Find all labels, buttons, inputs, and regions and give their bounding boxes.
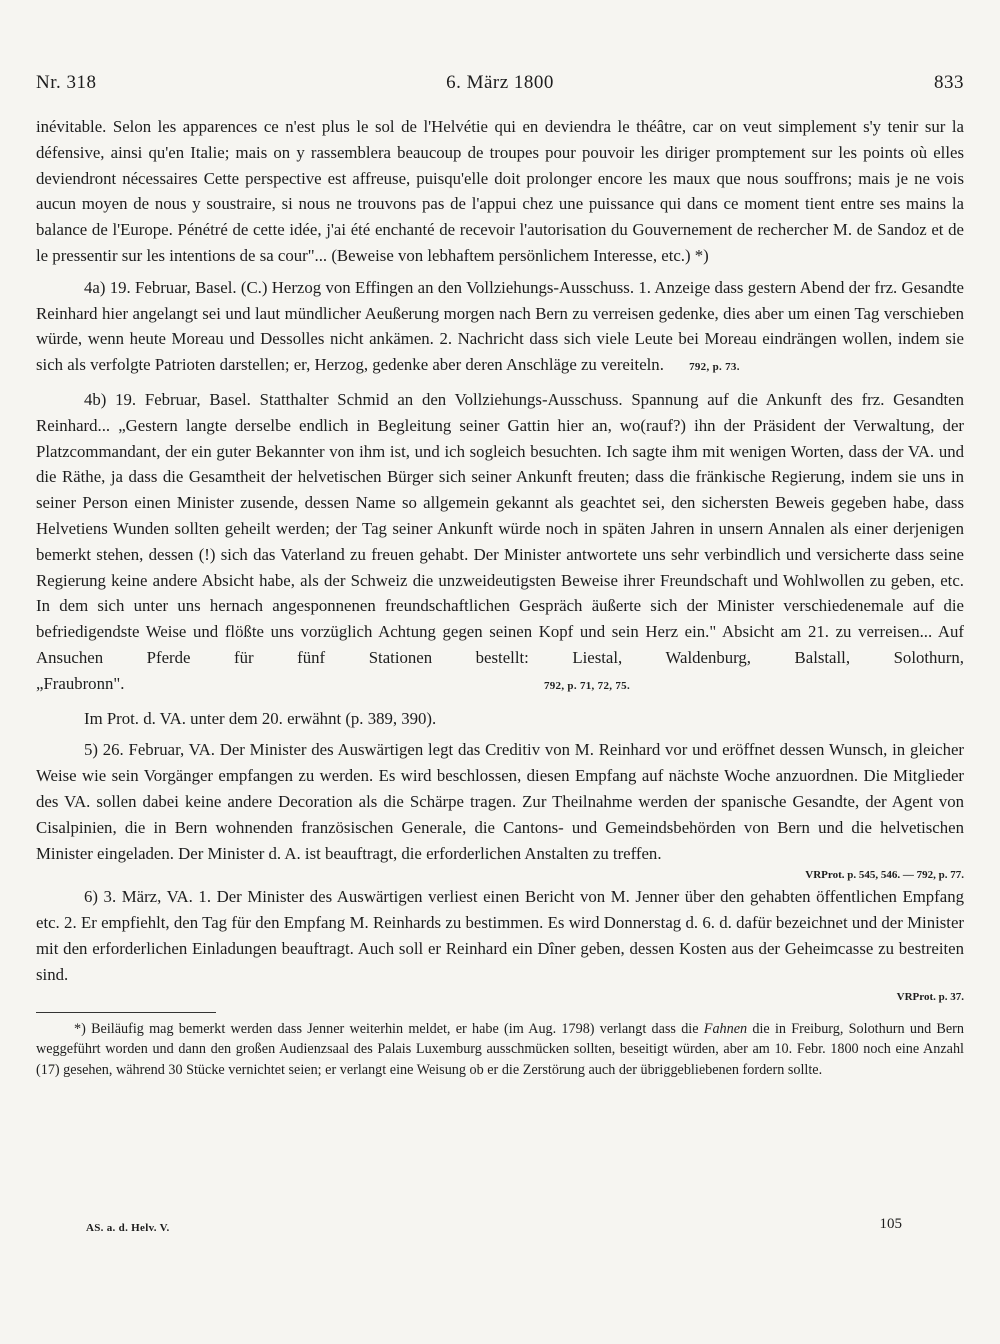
entry-4a [36, 275, 964, 381]
source-reference: VRProt. p. 545, 546. — 792, p. 77. [805, 869, 964, 882]
document-number: Nr. 318 [36, 72, 97, 93]
page-header [36, 72, 964, 96]
footnote-text-cont: die in Freiburg, Solothurn und Bern weggeführt worden und dann den großen Audienzsaal des Palais Luxemburg ausschmücken sollten, beseitigt würden, aber am 10. Febr. 1800 noch eine Anzahl (17) gesehen, während 30 Stücke vernichtet seien; er verlangt eine Weisung ob er die Zerstörung auch der übriggebliebenen fordern sollte. [36, 1020, 964, 1078]
entry-text: 5) 26. Februar, VA. Der Minister des Auswärtigen legt das Creditiv von M. Reinhard vor und eröffnet dessen Wunsch, in gleicher Weise wie sein Vorgänger empfangen zu werden. Es wird beschlossen, diesen Empfang auf nächste Woche anzuordnen. Die Mitglieder des VA. sollen dabei keine andere Decoration als die Schärpe tragen. Zur Theilnahme werden der spanische Gesandte, der Agent von Cisalpinien, die in Bern wohnenden französischen Generale, die Cantons- und Gemeindsbehörden von Bern und die helvetischen Minister eingeladen. Der Minister d. A. ist beauftragt, die erforderlichen Anstalten zu treffen. [36, 740, 964, 863]
sheet-number: 105 [879, 1216, 902, 1232]
footnote [36, 1019, 964, 1081]
paragraph-text: inévitable. Selon les apparences ce n'est plus le sol de l'Helvétie qui en deviendra le théâtre, car on veut simplement s'y tenir sur la défensive, ainsi qu'en Italie; mais on y rassemblera beaucoup de troupes pour pouvoir les diriger promptement sur les points où elles deviendront nécessaires Cette perspective est affreuse, puisqu'elle doit prolonger encore les maux que nous souffrons; mais je ne vois aucun moyen de nous y soustraire, si nous ne trouvons pas de l'appui chez une puissance qui dans ce moment tient entre ses mains la balance de l'Europe. Pénétré de cette idée, j'ai été enchanté de recevoir l'autorisation du Gouvernement de rechercher M. de Sandoz et de le pressentir sur les intentions de sa cour"... (Beweise von lebhaftem persönlichem Interesse, etc.) *) [36, 117, 964, 265]
series-signature: AS. a. d. Helv. V. [86, 1222, 170, 1234]
source-reference: 792, p. 71, 72, 75. [543, 679, 631, 692]
entry-4b [36, 387, 964, 700]
entry-5 [36, 737, 964, 866]
page-body [36, 114, 964, 1086]
paragraph-continuation [36, 114, 964, 269]
footnote-divider [36, 1012, 216, 1013]
source-reference: VRProt. p. 37. [896, 990, 964, 1003]
protocol-note [36, 706, 964, 732]
note-text: Im Prot. d. VA. unter dem 20. erwähnt (p. 389, 390). [84, 708, 437, 728]
footnote-text: Beiläufig mag bemerkt werden dass Jenner weiterhin meldet, er habe (im Aug. 1798) verlangt dass die [85, 1020, 704, 1037]
header-date: 6. März 1800 [446, 72, 554, 93]
entry-text: 4a) 19. Februar, Basel. (C.) Herzog von Effingen an den Vollziehungs-Ausschuss. 1. Anzeige dass gestern Abend der frz. Gesandte Reinhard hier angelangt sei und laut mündlicher Aeußerung morgen nach Bern zu verreisen gedenke, dies aber um einen Tag verschieben würde, wenn heute Moreau und Dessolles nicht ankämen. 2. Nachricht dass sich viele Leute bei Moreau eindrängen wollen, indem sie sich als verfolgte Patrioten darstellen; er, Herzog, gedenke aber deren Anschläge zu vereiteln. [36, 277, 964, 375]
page-number: 833 [934, 72, 964, 93]
page-footer [36, 1216, 964, 1238]
source-reference: 792, p. 73. [689, 361, 740, 374]
entry-text: 6) 3. März, VA. 1. Der Minister des Auswärtigen verliest einen Bericht von M. Jenner über den gehabten öffentlichen Empfang etc. 2. Er empfiehlt, den Tag für den Empfang M. Reinhards zu bestimmen. Es wird Donnerstag d. 6. d. dafür bezeichnet und der Minister mit den erforderlichen Einladungen beauftragt. Auch soll er Reinhard ein Dîner geben, dessen Kosten aus der Geheimcasse zu bestreiten sind. [36, 887, 964, 984]
footnote-emphasis: Fahnen [703, 1020, 748, 1037]
entry-text: 4b) 19. Februar, Basel. Statthalter Schmid an den Vollziehungs-Ausschuss. Spannung auf die Ankunft des frz. Gesandten Reinhard... „Gestern langte derselbe endlich in Begleitung seiner Gattin hier an, wo(rauf?) ihn der Präsident der Verwaltung, der Platzcommandant, der ein guter Bekannter von ihm ist, und ich sogleich besuchten. Ich sagte ihm mit wenigen Worten, dass der VA. und die Räthe, ja dass die Gesamtheit der helvetischen Bürger sich seiner Ankunft freuten; dass die fränkische Regierung, indem sie uns in seiner Person einen Minister zusende, dessen Name so allgemein gekannt als geachtet sei, den sichersten Beweis gegeben habe, dass Helvetiens Wunden sollten geheilt werden; der Tag seiner Ankunft würde noch in späten Jahren in unsern Annalen als einer derjenigen bemerkt stehen, dessen (!) sich das Vaterland zu freuen gehabt. Der Minister antwortete uns sehr verbindlich und versicherte dass seine Regierung keine andere Absicht habe, als der Schweiz die unzweideutigsten Beweise ihrer Freundschaft und Wohlwollen zu geben, etc. In dem sich unter uns hernach angesponnenen freundschaftlichen Gespräch äußerte sich der Minister verschiedenemale auf die befriedigendste Weise und flößte uns vorzüglich Achtung gegen seinen Kopf und sein Herz ein." Absicht am 21. zu verreisen... Auf Ansuchen Pferde für fünf Stationen bestellt: Liestal, Waldenburg, Balstall, Solothurn, „Fraubronn". [36, 389, 964, 693]
footnote-marker: *) [74, 1020, 86, 1037]
entry-6 [36, 884, 964, 987]
